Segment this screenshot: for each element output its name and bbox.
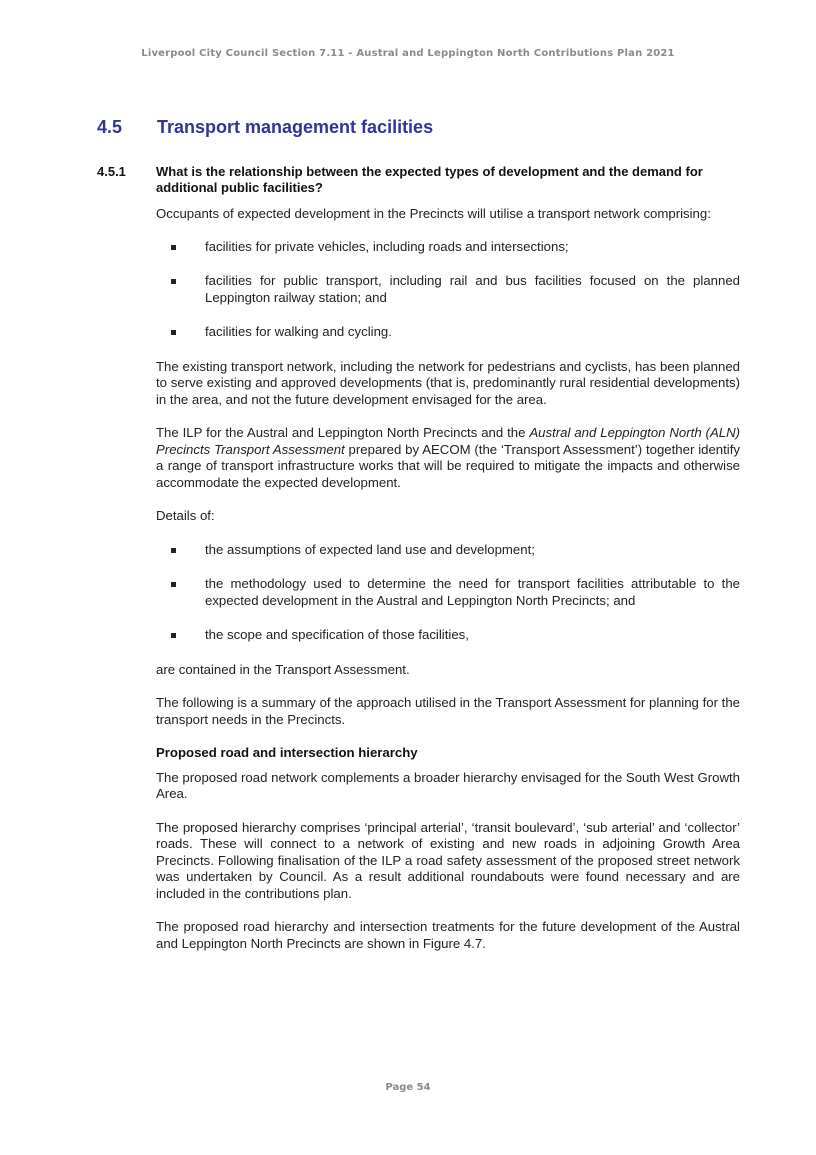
page-number: Page 54: [385, 1082, 431, 1093]
contained-paragraph: are contained in the Transport Assessment.: [156, 661, 410, 677]
summary-paragraph: The following is a summary of the approach utilised in the Transport Assessment for planning for the transport needs in the Precincts.: [156, 695, 740, 727]
bullet-icon: [171, 633, 176, 638]
bullet-icon: [171, 330, 176, 335]
intro-paragraph: Occupants of expected development in the Precincts will utilise a transport network comprising:: [156, 206, 711, 221]
subsection-title: What is the relationship between the expected types of development and the demand for additional public facilities?: [156, 164, 703, 195]
ilp-paragraph: The ILP for the Austral and Leppington North Precincts and the Austral and Leppington North (ALN) Precincts Transport Assessment prepared by AECOM (the ‘Transport Assessment’) together identify a range of transport infrastructure works that will be required to mitigate the impacts and otherwise accommodate the expected development.: [156, 425, 740, 490]
section-number: 4.5: [97, 117, 123, 137]
details-intro: Details of:: [156, 508, 215, 523]
bullet-icon: [171, 548, 176, 553]
bullet-icon: [171, 279, 176, 284]
list-item: the assumptions of expected land use and development;: [156, 542, 740, 559]
running-header: Liverpool City Council Section 7.11 - Austral and Leppington North Contributions Plan 2021: [141, 48, 675, 59]
details-list: [156, 542, 740, 644]
subsection-number: 4.5.1: [97, 164, 126, 179]
bullet-icon: [171, 245, 176, 250]
road-hierarchy-subheading: Proposed road and intersection hierarchy: [156, 745, 418, 760]
network-list: [156, 239, 740, 341]
transport-assessment-title: Austral and Leppington North (ALN) Precincts Transport Assessment: [156, 425, 740, 457]
list-item: the scope and specification of those facilities,: [156, 627, 740, 644]
list-item: the methodology used to determine the need for transport facilities attributable to the expected development in the Austral and Leppington North Precincts; and: [156, 576, 740, 609]
list-item: facilities for public transport, including rail and bus facilities focused on the planned Leppington railway station; and: [156, 273, 740, 306]
existing-network-paragraph: The existing transport network, including the network for pedestrians and cyclists, has been planned to serve existing and approved developments (that is, predominantly rural residential developments) in the area, and not the future development envisaged for the area.: [156, 358, 740, 407]
road-network-paragraph: The proposed road network complements a broader hierarchy envisaged for the South West Growth Area.: [156, 769, 740, 801]
hierarchy-paragraph: The proposed hierarchy comprises ‘principal arterial’, ‘transit boulevard’, ‘sub arterial’ and ‘collector’ roads. These will connect to a network of existing and new roads in adjoining Growth Area Precincts. Following finalisation of the ILP a road safety assessment of the proposed street network was undertaken by Council. As a result additional roundabouts were found necessary and are included in the contributions plan.: [156, 819, 740, 901]
body-text: [156, 206, 740, 969]
subsection-heading: [97, 164, 742, 196]
section-title: Transport management facilities: [157, 117, 434, 137]
figure-reference-paragraph: The proposed road hierarchy and intersection treatments for the future development of the Austral and Leppington North Precincts are shown in Figure 4.7.: [156, 919, 740, 951]
list-item: facilities for walking and cycling.: [156, 324, 740, 341]
bullet-icon: [171, 582, 176, 587]
list-item: facilities for private vehicles, including roads and intersections;: [156, 239, 740, 256]
